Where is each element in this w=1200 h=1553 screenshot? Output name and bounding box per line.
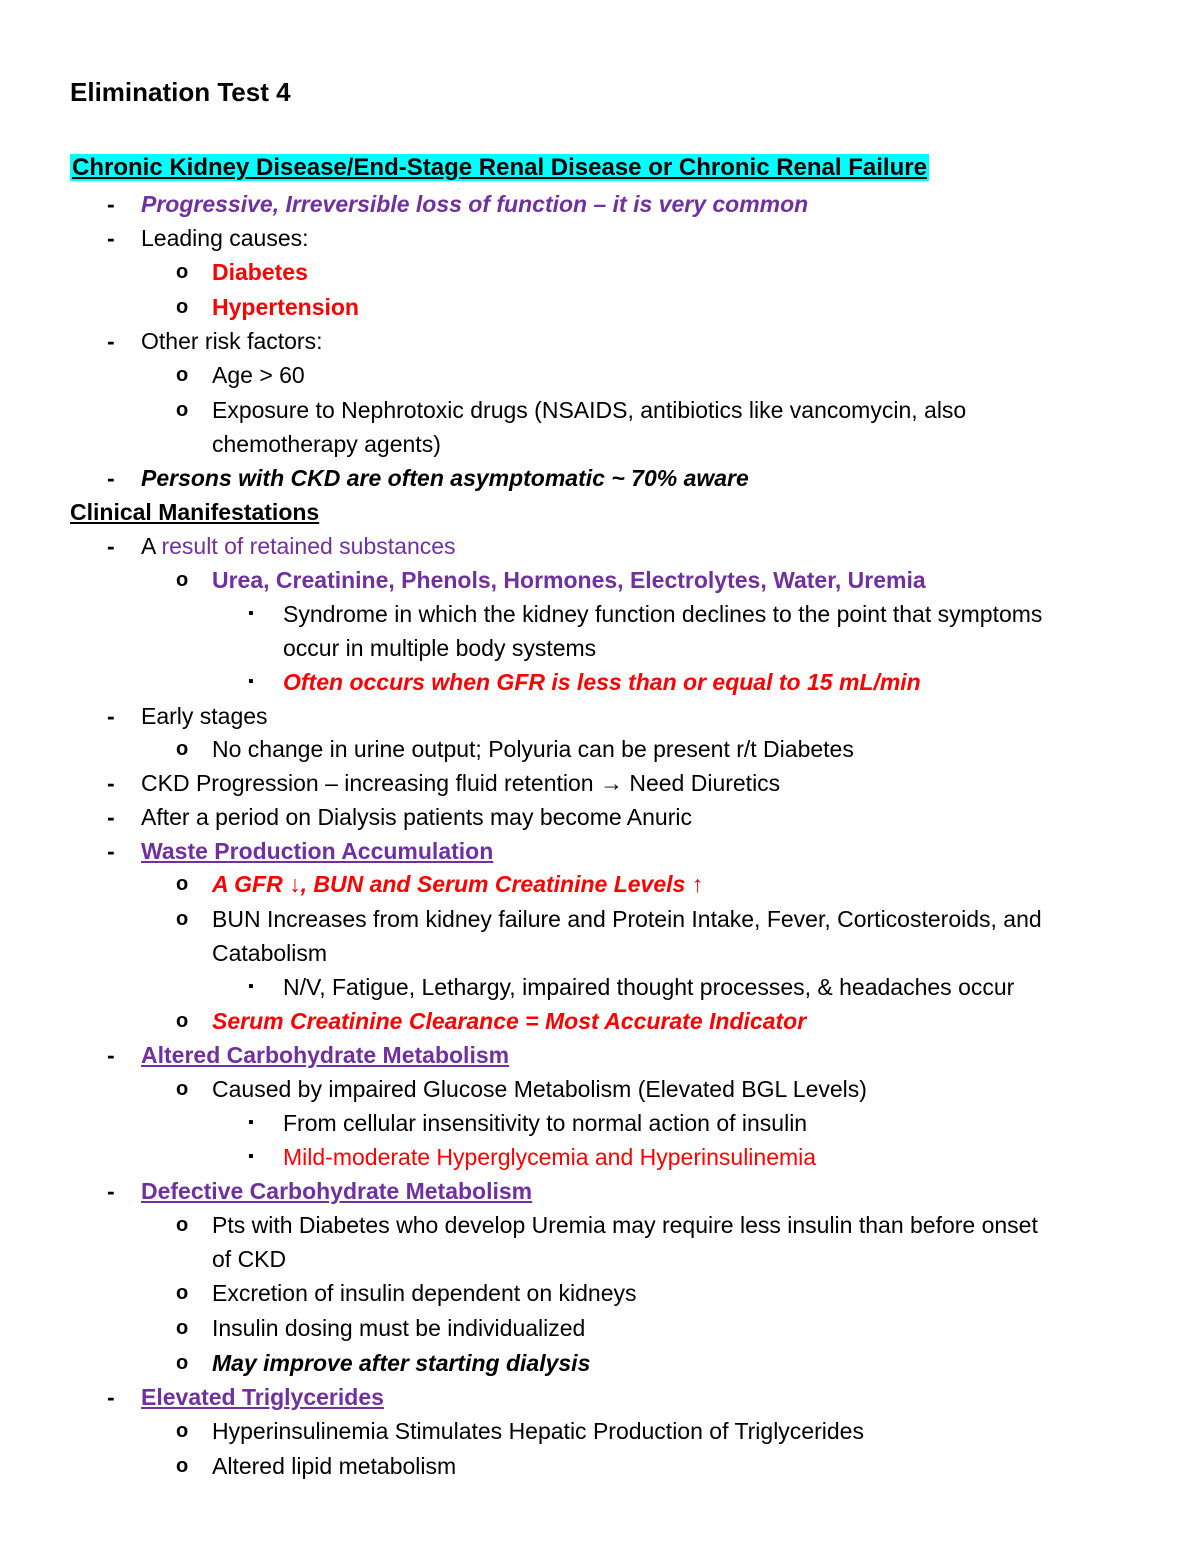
circle-bullet: o [176,1078,189,1100]
circle-bullet: o [176,1352,189,1374]
item-text: N/V, Fatigue, Lethargy, impaired thought processes, & headaches occur [283,974,1015,1000]
dash-bullet: - [107,1384,115,1410]
item-text: Leading causes: [141,225,309,251]
circle-bullet: o [176,569,189,591]
list-item [0,1038,1200,1072]
list-item [0,834,1200,868]
dash-bullet: - [107,703,115,729]
circle-bullet: o [176,399,189,421]
list-item [0,393,1200,427]
list-item [0,766,1200,800]
item-text-prefix: A [141,533,162,559]
list-item [0,563,1200,597]
item-text: Syndrome in which the kidney function declines to the point that symptoms [283,601,1043,627]
item-text: May improve after starting dialysis [212,1350,591,1376]
clinical-heading: Clinical Manifestations [70,499,320,525]
circle-bullet: o [176,1455,189,1477]
item-text: Excretion of insulin dependent on kidneys [212,1280,637,1306]
item-text: Other risk factors: [141,328,323,354]
dash-bullet: - [107,770,115,796]
item-text: From cellular insensitivity to normal action of insulin [283,1110,808,1136]
dash-bullet: - [107,838,115,864]
item-text: Insulin dosing must be individualized [212,1315,586,1341]
list-item [0,461,1200,495]
list-item [0,1346,1200,1380]
dash-bullet: - [107,225,115,251]
item-text: Age > 60 [212,362,305,388]
dash-bullet: - [107,1042,115,1068]
circle-bullet: o [176,364,189,386]
item-text: Pts with Diabetes who develop Uremia may require less insulin than before onset [212,1212,1038,1238]
list-item [0,1276,1200,1310]
dash-bullet: - [107,533,115,559]
item-text: Early stages [141,703,268,729]
list-item [0,187,1200,221]
list-item [0,699,1200,733]
circle-bullet: o [176,1282,189,1304]
circle-bullet: o [176,908,189,930]
item-text: Hyperinsulinemia Stimulates Hepatic Production of Triglycerides [212,1418,864,1444]
square-bullet: ▪ [248,1114,254,1131]
item-text: Urea, Creatinine, Phenols, Hormones, Electrolytes, Water, Uremia [212,567,926,593]
list-item [0,221,1200,255]
circle-bullet: o [176,1317,189,1339]
list-item [0,1174,1200,1208]
list-item [0,290,1200,324]
item-text: Catabolism [212,940,328,966]
item-text: Exposure to Nephrotoxic drugs (NSAIDS, antibiotics like vancomycin, also [212,397,967,423]
list-item [0,1140,1200,1174]
item-text: Often occurs when GFR is less than or equal to 15 mL/min [283,669,921,695]
item-text: Diabetes [212,259,308,285]
list-item [0,1208,1200,1242]
document-title: Elimination Test 4 [70,77,291,107]
item-text: No change in urine output; Polyuria can be present r/t Diabetes [212,736,854,762]
circle-bullet: o [176,1010,189,1032]
circle-bullet: o [176,873,189,895]
item-text: After a period on Dialysis patients may become Anuric [141,804,692,830]
item-text: Mild-moderate Hyperglycemia and Hyperinsulinemia [283,1144,817,1170]
dash-bullet: - [107,191,115,217]
list-item [0,597,1200,631]
list-item-continuation [0,631,1200,665]
circle-bullet: o [176,738,189,760]
list-item [0,1449,1200,1483]
circle-bullet: o [176,1420,189,1442]
list-item [0,358,1200,392]
section-heading-text: Chronic Kidney Disease/End-Stage Renal Disease or Chronic Renal Failure [72,154,927,181]
list-item [0,665,1200,699]
dash-bullet: - [107,804,115,830]
list-item [0,1004,1200,1038]
subheading-elevated-triglycerides: Elevated Triglycerides [141,1384,384,1410]
list-item [0,1072,1200,1106]
dash-bullet: - [107,328,115,354]
item-text: A GFR ↓, BUN and Serum Creatinine Levels ↑ [212,871,704,897]
list-item [0,1106,1200,1140]
item-text: Altered lipid metabolism [212,1453,457,1479]
square-bullet: ▪ [248,978,254,995]
circle-bullet: o [176,296,189,318]
list-item [0,800,1200,834]
item-text-highlight: result of retained substances [161,533,456,559]
item-text: BUN Increases from kidney failure and Protein Intake, Fever, Corticosteroids, and [212,906,1042,932]
subheading-waste-production: Waste Production Accumulation [141,838,494,864]
list-item [0,255,1200,289]
list-item [0,902,1200,936]
list-item [0,1414,1200,1448]
list-item-continuation [0,1242,1200,1276]
list-item [0,529,1200,563]
square-bullet: ▪ [248,605,254,622]
item-text: CKD Progression – increasing fluid retention → Need Diuretics [141,770,781,796]
list-item [0,1380,1200,1414]
item-text: Progressive, Irreversible loss of function – it is very common [141,191,809,217]
dash-bullet: - [107,1178,115,1204]
list-item [0,324,1200,358]
list-item [0,1311,1200,1345]
subheading-altered-carbohydrate: Altered Carbohydrate Metabolism [141,1042,510,1068]
item-text: occur in multiple body systems [283,635,597,661]
item-text: of CKD [212,1246,287,1272]
list-item-continuation [0,936,1200,970]
item-text: Serum Creatinine Clearance = Most Accurate Indicator [212,1008,807,1034]
dash-bullet: - [107,465,115,491]
item-text: Caused by impaired Glucose Metabolism (Elevated BGL Levels) [212,1076,867,1102]
circle-bullet: o [176,261,189,283]
list-item-continuation [0,427,1200,461]
list-item [0,732,1200,766]
item-text [141,529,456,563]
item-text: Persons with CKD are often asymptomatic ~ 70% aware [141,465,749,491]
square-bullet: ▪ [248,1148,254,1165]
subheading-defective-carbohydrate: Defective Carbohydrate Metabolism [141,1178,533,1204]
item-text: Hypertension [212,294,359,320]
square-bullet: ▪ [248,673,254,690]
circle-bullet: o [176,1214,189,1236]
section-heading [70,151,1200,185]
item-text: chemotherapy agents) [212,431,441,457]
list-item [0,970,1200,1004]
list-item [0,867,1200,901]
